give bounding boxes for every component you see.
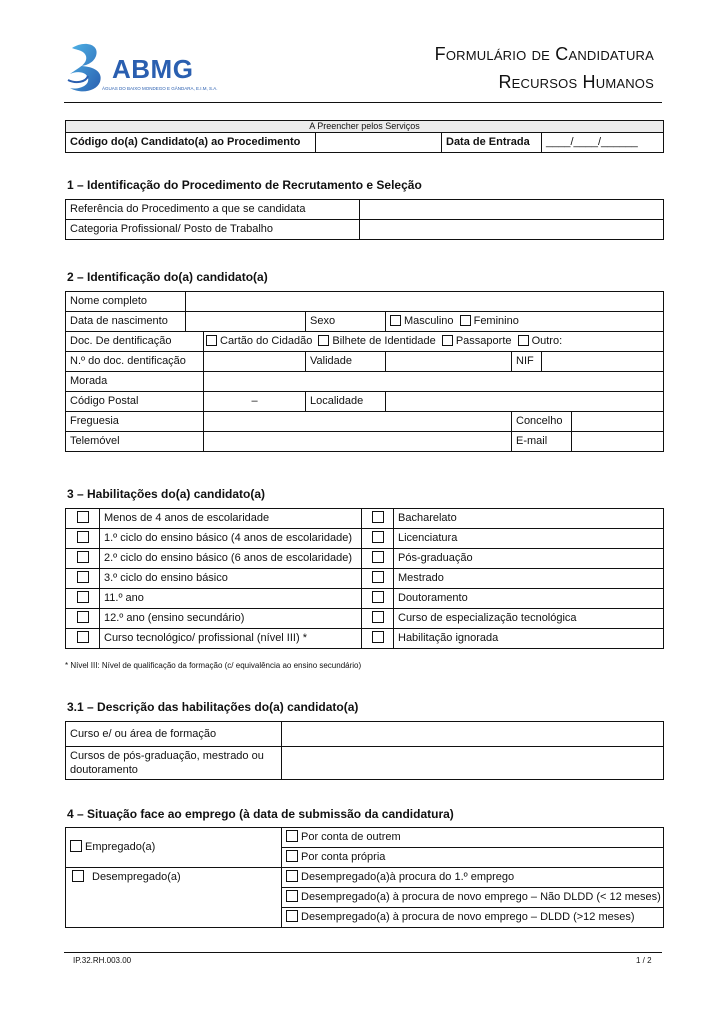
birth-date-field[interactable] — [186, 312, 306, 332]
qualification-checkbox[interactable] — [372, 591, 384, 603]
entry-date-label: Data de Entrada — [442, 133, 542, 153]
professional-category-label: Categoria Profissional/ Posto de Trabalho — [66, 220, 360, 240]
other-doc-label: Outro: — [531, 335, 563, 347]
female-checkbox[interactable] — [460, 315, 471, 326]
qualification-checkbox[interactable] — [372, 551, 384, 563]
form-title-line1 — [435, 44, 654, 65]
mobile-field[interactable] — [204, 432, 512, 452]
qualification-label: Pós-graduação — [394, 549, 664, 569]
qualification-checkbox[interactable] — [77, 551, 89, 563]
qualification-label: 11.º ano — [100, 589, 362, 609]
logo-subtitle: ÁGUAS DO BAIXO MONDEGO E GÂNDARA, E.I.M, S.A. — [102, 86, 218, 91]
new-job-short-label: Desempregado(a) à procura de novo emprego – Não DLDD (< 12 meses) — [301, 891, 661, 903]
validity-field[interactable] — [386, 352, 512, 372]
citizen-card-checkbox[interactable] — [206, 335, 217, 346]
self-employed-label: Por conta própria — [301, 851, 386, 863]
candidate-code-label: Código do(a) Candidato(a) ao Procedimento — [66, 133, 316, 153]
logo-name: ABMG — [112, 54, 194, 84]
page-number: 1 / 2 — [636, 956, 652, 965]
first-job-checkbox[interactable] — [286, 870, 298, 882]
qualification-checkbox[interactable] — [77, 571, 89, 583]
qualification-label: Habilitação ignorada — [394, 629, 664, 649]
postal-code-label: Código Postal — [66, 392, 204, 412]
qualification-label: 2.º ciclo do ensino básico (6 anos de escolaridade) — [100, 549, 362, 569]
footer-divider — [64, 952, 662, 953]
unemployed-label: Desempregado(a) — [92, 871, 181, 883]
course-area-label: Curso e/ ou área de formação — [66, 722, 282, 747]
new-job-short-checkbox[interactable] — [286, 890, 298, 902]
qualification-description-table — [65, 721, 664, 780]
nif-label: NIF — [512, 352, 542, 372]
locality-label: Localidade — [306, 392, 386, 412]
qualification-checkbox[interactable] — [372, 531, 384, 543]
course-area-field[interactable] — [282, 722, 664, 747]
qualification-checkbox[interactable] — [372, 571, 384, 583]
female-label: Feminino — [473, 315, 519, 327]
candidate-code-field[interactable] — [316, 133, 442, 153]
email-label: E-mail — [512, 432, 572, 452]
citizen-card-label: Cartão do Cidadão — [220, 335, 313, 347]
first-job-label: Desempregado(a)à procura do 1.º emprego — [301, 871, 515, 883]
employed-checkbox[interactable] — [70, 840, 82, 852]
validity-label: Validade — [306, 352, 386, 372]
qualification-label: Mestrado — [394, 569, 664, 589]
qualification-checkbox[interactable] — [77, 531, 89, 543]
qualification-checkbox[interactable] — [77, 591, 89, 603]
parish-label: Freguesia — [66, 412, 204, 432]
full-name-label: Nome completo — [66, 292, 186, 312]
section3-title: 3 – Habilitações do(a) candidato(a) — [67, 487, 266, 501]
section31-title: 3.1 – Descrição das habilitações do(a) candidato(a) — [67, 700, 359, 714]
qualification-label: Curso tecnológico/ profissional (nível III) * — [100, 629, 362, 649]
postal-code-field[interactable]: – — [204, 392, 306, 412]
employment-sub-option — [282, 848, 664, 868]
qualification-label: Doutoramento — [394, 589, 664, 609]
employment-sub-option — [282, 908, 664, 928]
employee-checkbox[interactable] — [286, 830, 298, 842]
entry-date-field[interactable]: ____/____/______ — [542, 133, 664, 153]
qualification-label: Curso de especialização tecnológica — [394, 609, 664, 629]
qualification-checkbox[interactable] — [372, 611, 384, 623]
professional-category-field[interactable] — [360, 220, 664, 240]
self-employed-checkbox[interactable] — [286, 850, 298, 862]
qualification-label: Bacharelato — [394, 509, 664, 529]
male-label: Masculino — [404, 315, 454, 327]
new-job-long-checkbox[interactable] — [286, 910, 298, 922]
nif-field[interactable] — [542, 352, 664, 372]
qualification-label: 3.º ciclo do ensino básico — [100, 569, 362, 589]
sex-options — [386, 312, 664, 332]
locality-field[interactable] — [386, 392, 664, 412]
birth-date-label: Data de nascimento — [66, 312, 186, 332]
employed-option — [66, 828, 282, 868]
doc-number-field[interactable] — [204, 352, 306, 372]
employment-sub-option — [282, 888, 664, 908]
employee-label: Por conta de outrem — [301, 831, 401, 843]
doc-number-label: N.º do doc. dentificação — [66, 352, 204, 372]
identity-card-checkbox[interactable] — [318, 335, 329, 346]
passport-label: Passaporte — [455, 335, 512, 347]
office-use-table — [65, 120, 664, 153]
identity-card-label: Bilhete de Identidade — [332, 335, 436, 347]
document-code: IP.32.RH.003.00 — [73, 956, 132, 965]
municipality-field[interactable] — [572, 412, 664, 432]
qualification-checkbox[interactable] — [77, 631, 89, 643]
qualification-checkbox[interactable] — [372, 631, 384, 643]
section4-title: 4 – Situação face ao emprego (à data de submissão da candidatura) — [67, 807, 454, 821]
full-name-field[interactable] — [186, 292, 664, 312]
section2-table — [65, 291, 664, 452]
sex-label: Sexo — [306, 312, 386, 332]
qualification-footnote: * Nível III: Nível de qualificação da formação (c/ equivalência ao ensino secundário) — [65, 661, 362, 670]
unemployed-checkbox[interactable] — [72, 870, 84, 882]
employment-sub-option — [282, 868, 664, 888]
employment-sub-option — [282, 828, 664, 848]
postgrad-courses-field[interactable] — [282, 747, 664, 780]
address-label: Morada — [66, 372, 204, 392]
address-field[interactable] — [204, 372, 664, 392]
form-subtitle-text: Recursos Humanos — [498, 72, 654, 92]
parish-field[interactable] — [204, 412, 512, 432]
office-use-label: A Preencher pelos Serviços — [66, 121, 664, 133]
employed-label: Empregado(a) — [85, 841, 156, 853]
section1-title: 1 – Identificação do Procedimento de Recrutamento e Seleção — [67, 178, 422, 192]
section1-table — [65, 199, 664, 240]
procedure-reference-field[interactable] — [360, 200, 664, 220]
qualification-checkbox[interactable] — [77, 611, 89, 623]
other-doc-checkbox[interactable] — [518, 335, 529, 346]
qualification-label: Licenciatura — [394, 529, 664, 549]
mobile-label: Telemóvel — [66, 432, 204, 452]
qualification-label: 1.º ciclo do ensino básico (4 anos de escolaridade) — [100, 529, 362, 549]
header-divider — [64, 102, 662, 103]
male-checkbox[interactable] — [390, 315, 401, 326]
new-job-long-label: Desempregado(a) à procura de novo emprego – DLDD (>12 meses) — [301, 911, 635, 923]
form-title-text: Formulário de Candidatura — [434, 44, 654, 64]
qualification-label: Menos de 4 anos de escolaridade — [100, 509, 362, 529]
postgrad-courses-label: Cursos de pós-graduação, mestrado ou doutoramento — [66, 747, 282, 780]
qualification-label: 12.º ano (ensino secundário) — [100, 609, 362, 629]
id-document-label: Doc. De dentificação — [66, 332, 204, 352]
id-document-options — [204, 332, 664, 352]
section2-title: 2 – Identificação do(a) candidato(a) — [67, 270, 268, 284]
passport-checkbox[interactable] — [442, 335, 453, 346]
procedure-reference-label: Referência do Procedimento a que se candidata — [66, 200, 360, 220]
qualification-checkbox[interactable] — [372, 511, 384, 523]
email-field[interactable] — [572, 432, 664, 452]
qualification-checkbox[interactable] — [77, 511, 89, 523]
form-title-line2 — [498, 72, 654, 93]
employment-table — [65, 827, 664, 928]
unemployed-option — [66, 868, 282, 928]
qualifications-table — [65, 508, 664, 649]
municipality-label: Concelho — [512, 412, 572, 432]
